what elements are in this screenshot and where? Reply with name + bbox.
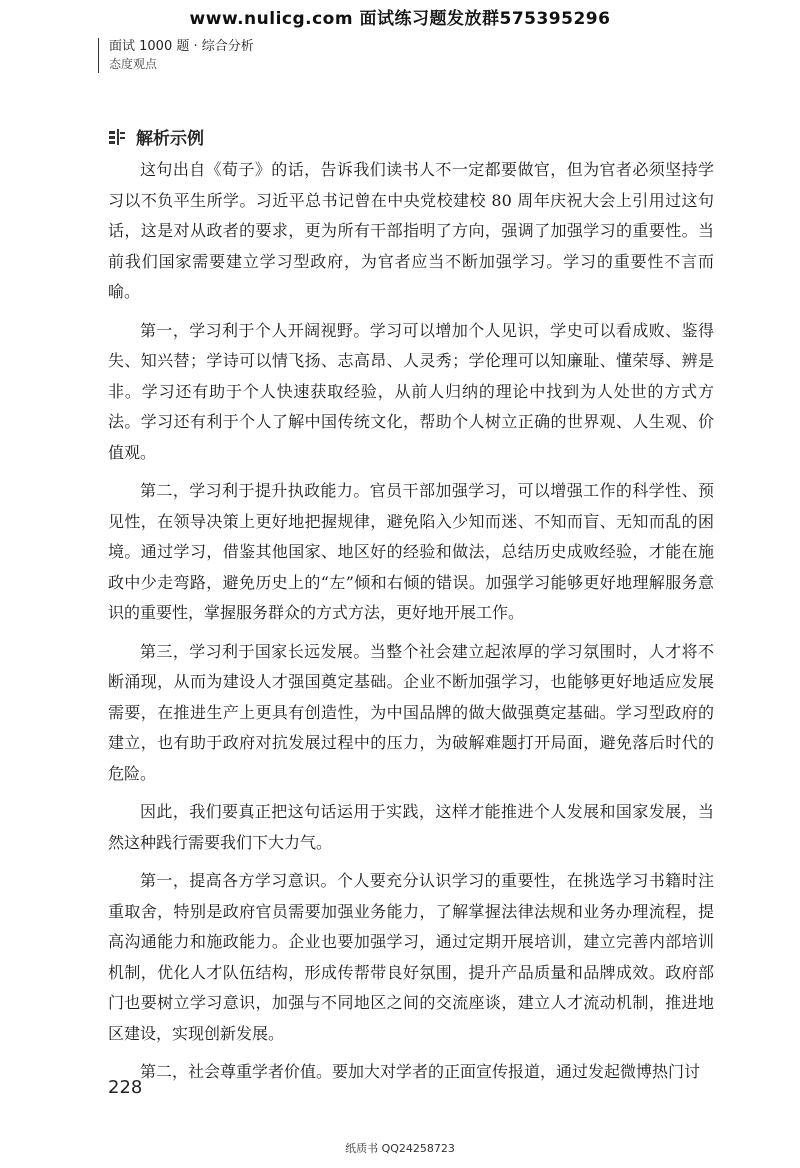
paragraph: 第一，学习利于个人开阔视野。学习可以增加个人见识，学史可以看成败、鉴得失、知兴替；学诗可以情飞扬、志高昂、人灵秀；学伦理可以知廉耻、懂荣辱、辨是非。学习还有助于个人快速获取经验，从前人归纳的理论中找到为人处世的方式方法。学习还有利于个人了解中国传统文化，帮助个人树立正确的世界观、人生观、价值观。 [108,320,714,462]
paragraph: 第二，学习利于提升执政能力。官员干部加强学习，可以增强工作的科学性、预见性，在领导决策上更好地把握规律，避免陷入少知而迷、不知而盲、无知而乱的困境。通过学习，借鉴其他国家、地区好的经验和做法，总结历史成败经验，才能在施政中少走弯路，避免历史上的“左”倾和右倾的错误。加强学习能够更好地理解服务意识的重要性，掌握服务群众的方式方法，更好地开展工作。 [108,481,714,622]
analysis-title: 解析示例 [136,129,204,149]
page-number: 228 [108,1077,143,1098]
website-banner: www.nulicg.com 面试练习题发放群575395296 [189,9,611,29]
analysis-body [108,155,714,1096]
section-title: 态度观点 [109,57,158,71]
paragraph: 因此，我们要真正把这句话运用于实践，这样才能推进个人发展和国家发展，当然这种践行需要我们下大力气。 [108,802,714,852]
footer-note: 纸质书 QQ24258723 [345,1142,455,1155]
paragraph: 这句出自《荀子》的话，告诉我们读书人不一定都要做官，但为官者必须坚持学习以不负平生所学。习近平总书记曾在中央党校建校 80 周年庆祝大会上引用过这句话，这是对从政者的要求，更为所有干部指明了方向，强调了加强学习的重要性。当前我们国家需要建立学习型政府，为官者应当不断加强学习。学习的重要性不言而喻。 [108,160,714,301]
analysis-heading [108,124,204,149]
book-title: 面试 1000 题 · 综合分析 [109,39,254,54]
paragraph: 第一，提高各方学习意识。个人要充分认识学习的重要性，在挑选学习书籍时注重取舍，特别是政府官员需要加强业务能力，了解掌握法律法规和业务办理流程，提高沟通能力和施政能力。企业也要加强学习，通过定期开展培训，建立完善内部培训机制，优化人才队伍结构，形成传帮带良好氛围，提升产品质量和品牌成效。政府部门也要树立学习意识，加强与不同地区之间的交流座谈，建立人才流动机制，推进地区建设，实现创新发展。 [108,871,714,1043]
running-header [98,38,254,73]
bullet-mark-icon [108,128,126,146]
paragraph: 第二，社会尊重学者价值。要加大对学者的正面宣传报道，通过发起微博热门讨 [140,1062,701,1081]
paragraph: 第三，学习利于国家长远发展。当整个社会建立起浓厚的学习氛围时，人才将不断涌现，从而为建设人才强国奠定基础。企业不断加强学习，也能够更好地适应发展需要，在推进生产上更具有创造性，为中国品牌的做大做强奠定基础。学习型政府的建立，也有助于政府对抗发展过程中的压力，为破解难题打开局面，避免落后时代的危险。 [108,641,714,783]
